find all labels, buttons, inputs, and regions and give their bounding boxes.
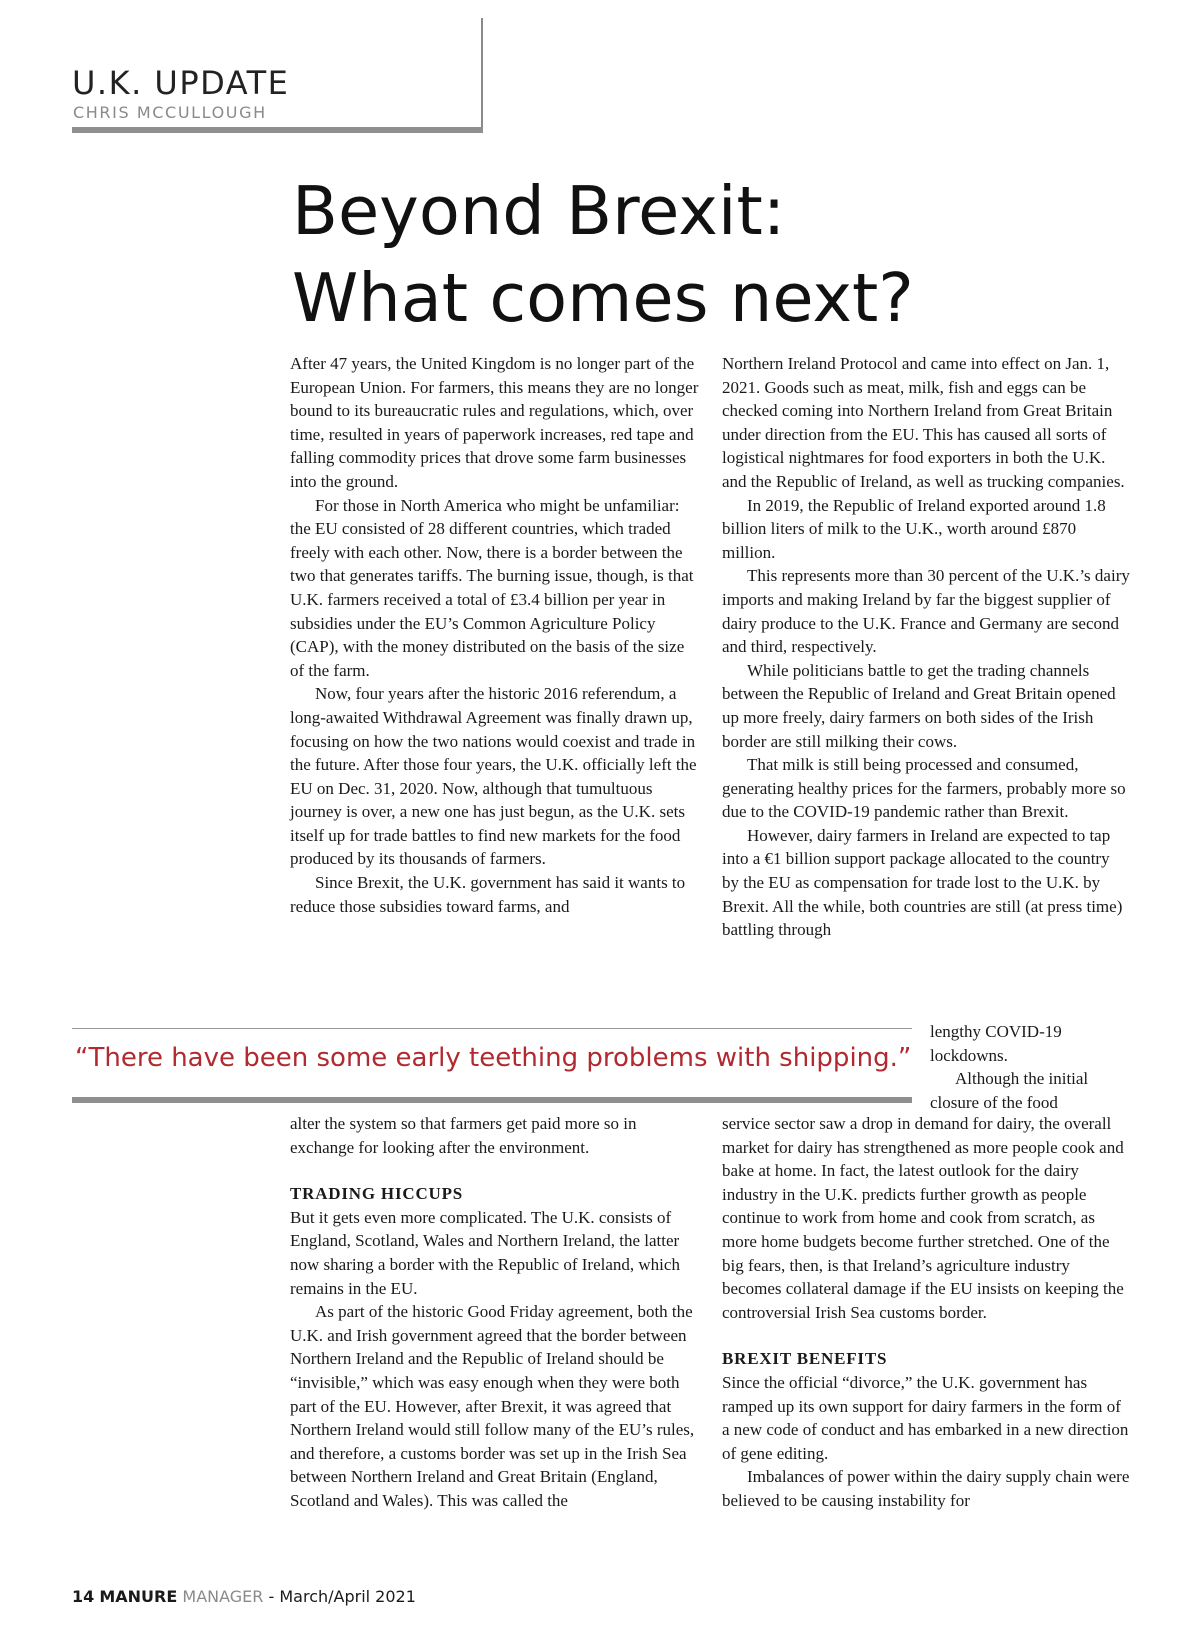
author-byline: CHRIS MCCULLOUGH (73, 103, 267, 122)
paragraph: Imbalances of power within the dairy supply chain were believed to be causing instability for (722, 1467, 1130, 1510)
page-number: 14 (72, 1587, 95, 1606)
text-line: Although the initial (955, 1069, 1089, 1089)
paragraph: This represents more than 30 percent of the U.K.’s dairy imports and making Ireland by far the biggest supplier of dairy produce to the U.K. France and Germany are second and third, respectively. (722, 566, 1130, 657)
paragraph: Since the official “divorce,” the U.K. government has ramped up its own support for dairy farmers in the form of a new code of conduct and has embarked in a new direction of gene editing. (722, 1372, 1129, 1463)
magazine-brand-suffix: MANAGER (182, 1587, 264, 1606)
column-2-narrow-wrap (930, 1020, 1130, 1114)
paragraph: That milk is still being processed and consumed, generating healthy prices for the farmers, probably more so due to the COVID-19 pandemic rather than Brexit. (722, 755, 1126, 822)
paragraph: service sector saw a drop in demand for dairy, the overall market for dairy has strengthened as more people cook and bake at home. In fact, the latest outlook for the dairy industry in the U.K. predicts further growth as people continue to work from home and cook from scratch, as more home budgets become further stretched. One of the big fears, then, is that Ireland’s agriculture industry becomes collateral damage if the EU insists on keeping the controversial Irish Sea customs border. (722, 1114, 1124, 1322)
paragraph: However, dairy farmers in Ireland are expected to tap into a €1 billion support package allocated to the country by the EU as compensation for trade lost to the U.K. by Brexit. All the while, both countries are still (at press time) battling through (722, 825, 1123, 940)
headline-line-2: What comes next? (292, 259, 914, 337)
column-1-top (290, 352, 700, 918)
paragraph: Since Brexit, the U.K. government has said it wants to reduce those subsidies toward farms, and (290, 873, 686, 916)
text-line: closure of the food (930, 1092, 1058, 1112)
paragraph: In 2019, the Republic of Ireland exported around 1.8 billion liters of milk to the U.K., worth around £870 million. (722, 495, 1106, 562)
paragraph: As part of the historic Good Friday agreement, both the U.K. and Irish government agreed that the border between Northern Ireland and the Republic of Ireland should be “invisible,” which was easy enough when they were both part of the EU. However, after Brexit, it was agreed that Northern Ireland would still follow many of the EU’s rules, and therefore, a customs border was set up in the Irish Sea between Northern Ireland and Great Britain (England, Scotland and Wales). This was called the (290, 1302, 695, 1510)
paragraph: For those in North America who might be unfamiliar: the EU consisted of 28 different countries, which traded freely with each other. Now, there is a border between the two that generates tariffs. The burning issue, though, is that U.K. farmers received a total of £3.4 billion per year in subsidies under the EU’s Common Agriculture Policy (CAP), with the money distributed on the basis of the size of the farm. (290, 495, 694, 680)
pullquote-bottom-rule (72, 1097, 912, 1103)
headline-line-1: Beyond Brexit: (292, 172, 786, 250)
article-headline (292, 168, 914, 342)
issue-date: - March/April 2021 (268, 1587, 416, 1606)
subheading-trading-hiccups: TRADING HICCUPS (290, 1184, 464, 1204)
paragraph: Now, four years after the historic 2016 referendum, a long-awaited Withdrawal Agreement was finally drawn up, focusing on how the two nations would coexist and trade in the future. After those four years, the U.K. officially left the EU on Dec. 31, 2020. Now, although that tumultuous journey is over, a new one has just begun, as the U.K. sets itself up for trade battles to find new markets for the food produced by its thousands of farmers. (290, 684, 697, 869)
text-line: lockdowns. (930, 1045, 1008, 1065)
paragraph: But it gets even more complicated. The U.K. consists of England, Scotland, Wales and Northern Ireland, the latter now sharing a border with the Republic of Ireland, which remains in the EU. (290, 1207, 680, 1298)
subheading-brexit-benefits: BREXIT BENEFITS (722, 1349, 888, 1369)
paragraph: While politicians battle to get the trading channels between the Republic of Ireland and Great Britain opened up more freely, dairy farmers on both sides of the Irish border are still milking their cows. (722, 660, 1116, 751)
paragraph: After 47 years, the United Kingdom is no longer part of the European Union. For farmers, this means they are no longer bound to its bureaucratic rules and regulations, which, over time, resulted in years of paperwork increases, red tape and falling commodity prices that drove some farm businesses into the ground. (290, 354, 699, 491)
paragraph: alter the system so that farmers get paid more so in exchange for looking after the environment. (290, 1114, 637, 1157)
paragraph: Northern Ireland Protocol and came into effect on Jan. 1, 2021. Goods such as meat, milk, fish and eggs can be checked coming into Northern Ireland from Great Britain under direction from the EU. This has caused all sorts of logistical nightmares for food exporters in both the U.K. and the Republic of Ireland, as well as trucking companies. (722, 354, 1125, 491)
magazine-brand: MANURE (99, 1587, 178, 1606)
section-label: U.K. UPDATE (72, 64, 290, 102)
pullquote-top-rule (72, 1028, 912, 1029)
pull-quote: “There have been some early teething problems with shipping.” (75, 1043, 912, 1073)
column-2-bottom (722, 1112, 1130, 1513)
header-divider (72, 127, 483, 133)
column-2-top (722, 352, 1130, 942)
column-1-bottom (290, 1112, 700, 1513)
page-footer (72, 1587, 416, 1606)
text-line: lengthy COVID-19 (930, 1022, 1062, 1041)
